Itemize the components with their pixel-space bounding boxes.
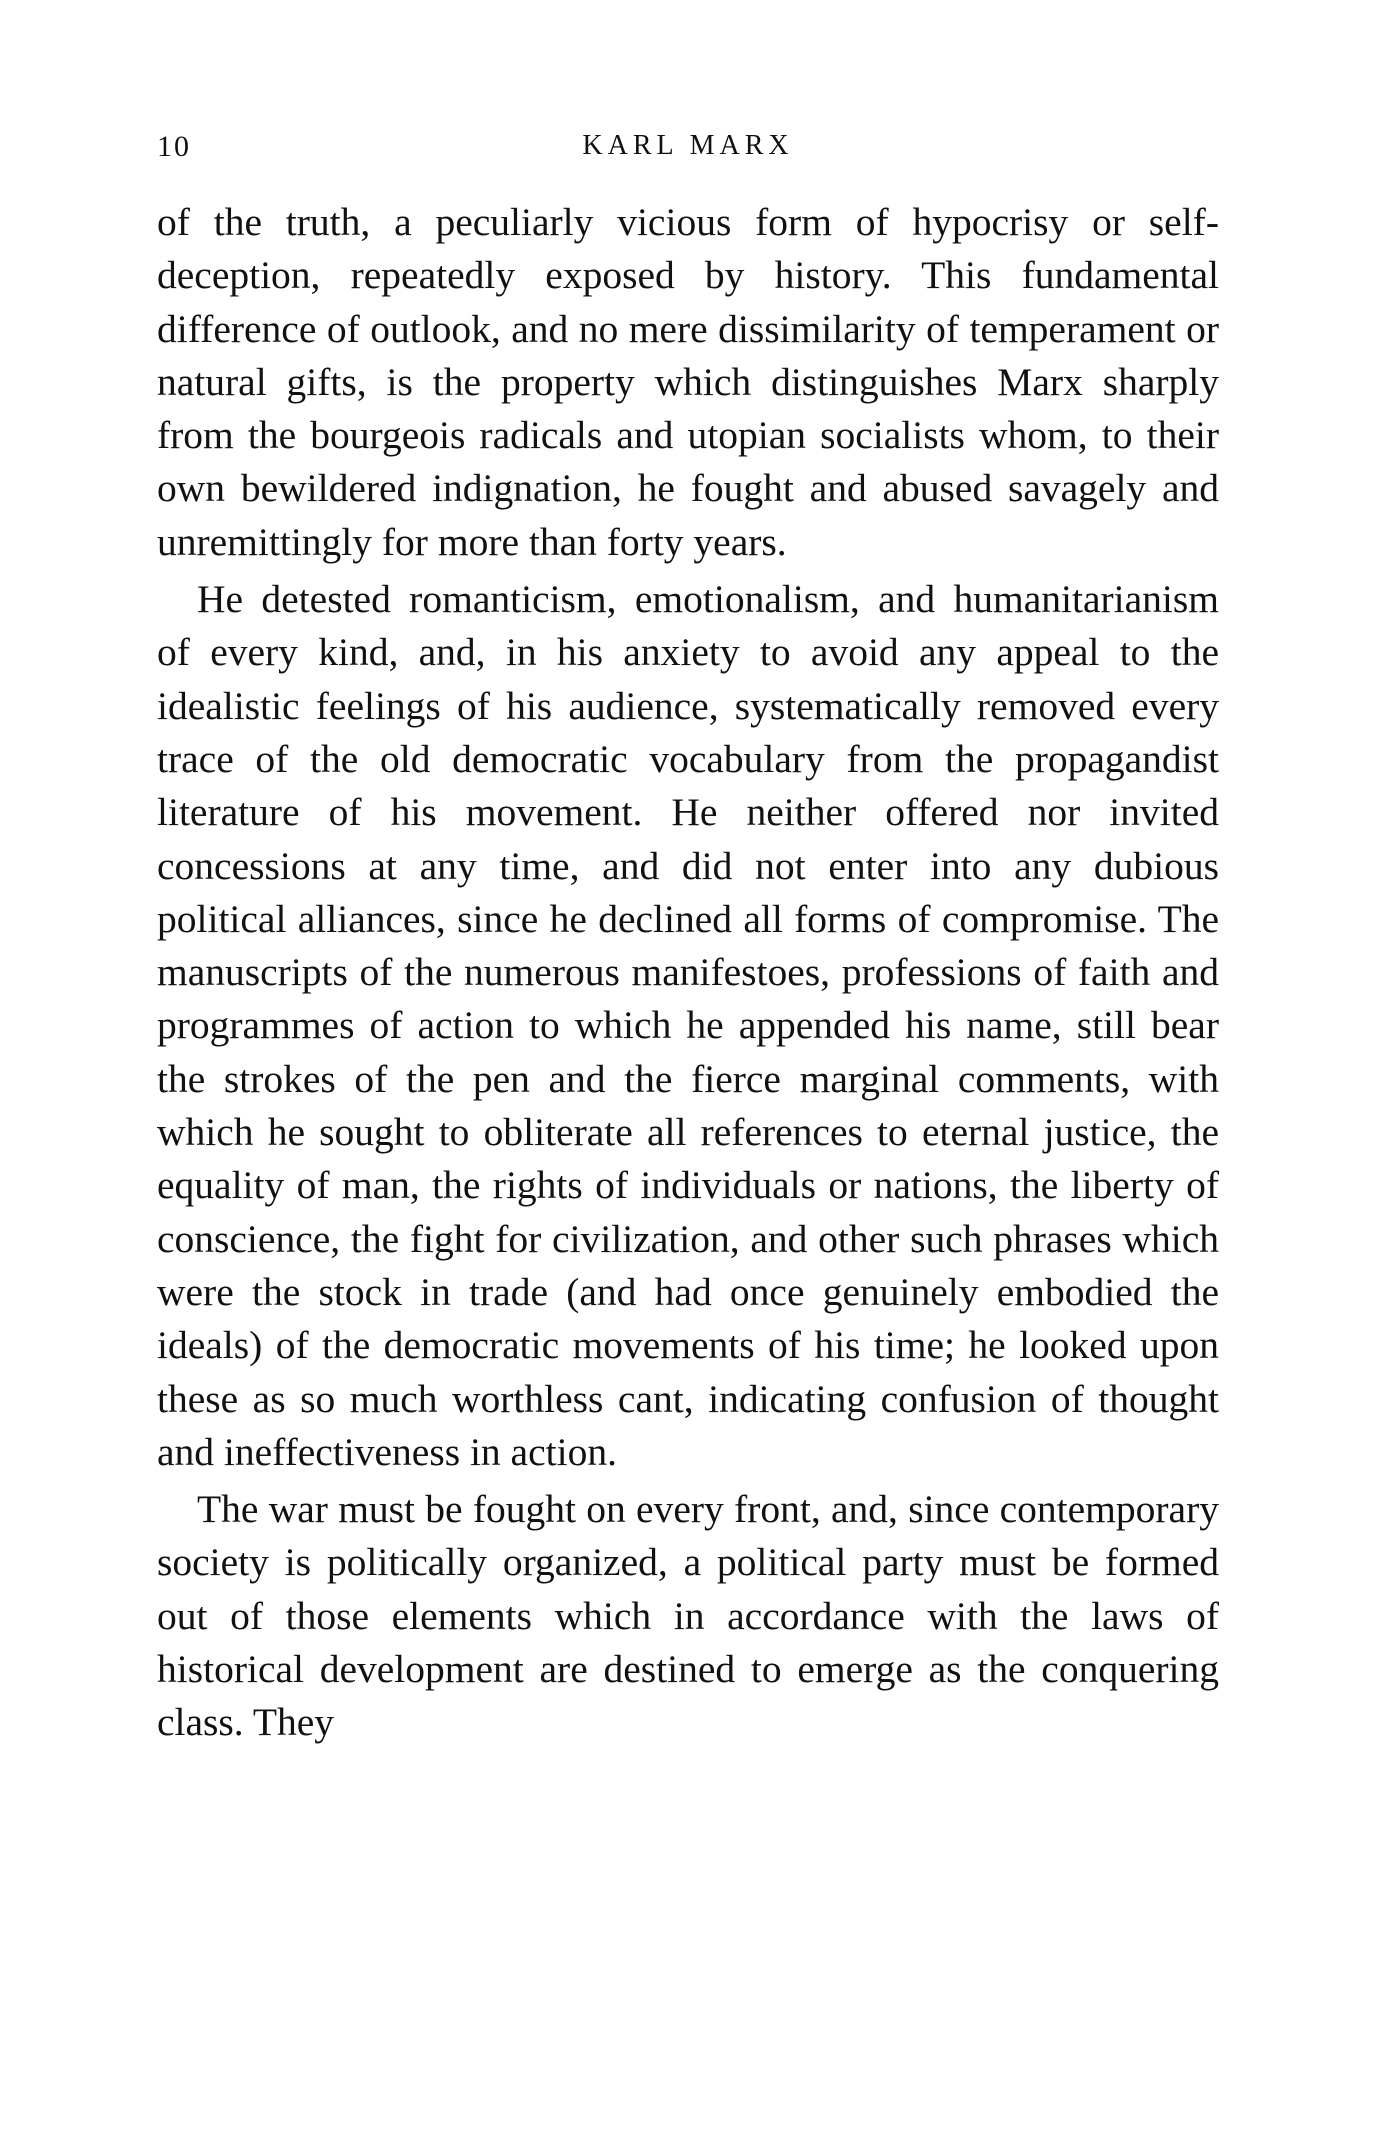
paragraph-romanticism: He detested romanticism, emotionalism, and humanitarianism of every kind, and, in his anxiety to avoid any appeal to the idealistic feelings of his audience, systematically removed every trace of the old democratic vocabulary from the propagandist literature of his movement. He neither offered nor invited concessions at any time, and did not enter into any dubious political alliances, since he declined all forms of compromise. The manuscripts of the numerous manifestoes, professions of faith and programmes of action to which he appended his name, still bear the strokes of the pen and the fierce marginal comments, with which he sought to obliterate all references to eternal justice, the equality of man, the rights of individuals or nations, the liberty of conscience, the fight for civilization, and other such phrases which were the stock in trade (and had once genuinely embodied the ideals) of the democratic movements of his time; he looked upon these as so much worthless cant, indicating confusion of thought and ineffectiveness in action. bbox=[157, 577, 1219, 1474]
page-number: 10 bbox=[157, 130, 191, 163]
paragraph-continued: of the truth, a peculiarly vicious form of hypocrisy or self-deception, repeatedly exposed by history. This fundamental difference of outlook, and no mere dissimilarity of temperament or natural gifts, is the property which distinguishes Marx sharply from the bourgeois radicals and utopian socialists whom, to their own bewildered indignation, he fought and abused savagely and unremittingly for more than forty years. bbox=[157, 200, 1219, 564]
running-title: KARL MARX bbox=[582, 130, 794, 161]
running-head bbox=[157, 130, 1219, 174]
body-text bbox=[157, 196, 1219, 1750]
paragraph-war: The war must be fought on every front, and, since contemporary society is politically organized, a political party must be formed out of those elements which in accordance with the laws of historical development are destined to emerge as the conquering class. They bbox=[157, 1487, 1219, 1745]
book-page bbox=[157, 130, 1219, 1750]
